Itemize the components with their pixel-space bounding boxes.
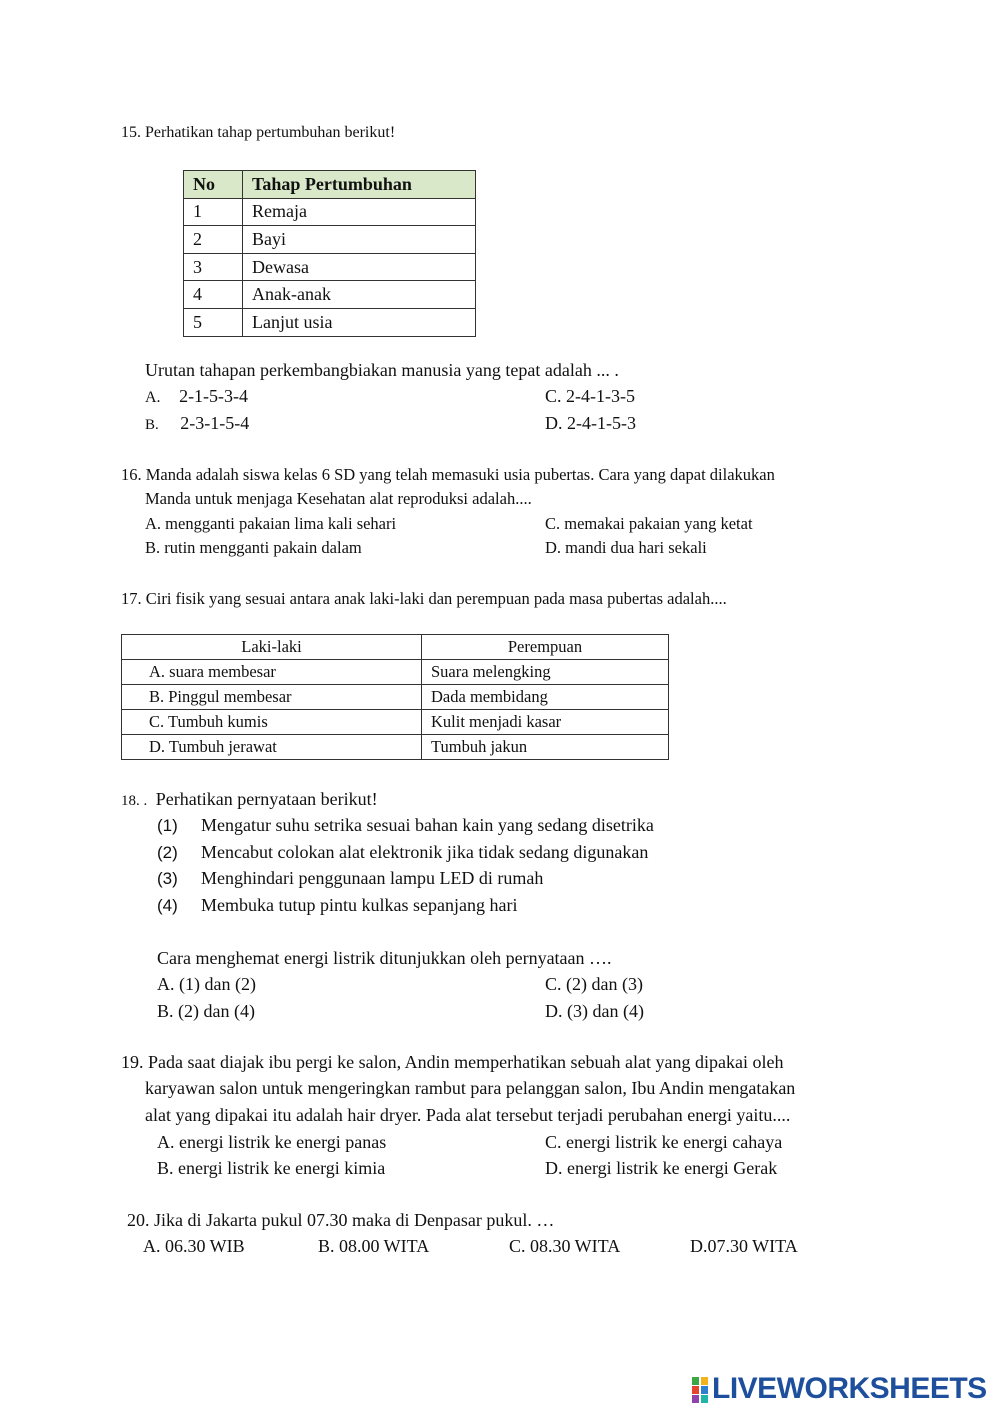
table-row[interactable] [122,660,669,685]
table-cell: Tumbuh jakun [422,735,669,760]
header-stage: Tahap Pertumbuhan [243,171,476,199]
header-female: Perempuan [422,635,669,660]
table-cell: Lanjut usia [243,308,476,336]
table-cell: Kulit menjadi kasar [422,710,669,735]
statement-number: (2) [157,843,178,862]
liveworksheets-logo [692,1372,987,1406]
table-cell: 1 [184,198,243,226]
q16-question-line1: 16. Manda adalah siswa kelas 6 SD yang telah memasuki usia pubertas. Cara yang dapat dilakukan [121,465,775,484]
q15-option-b[interactable] [145,413,249,434]
q18-number: 18. . [121,793,148,809]
q20-option-d[interactable]: D.07.30 WITA [690,1236,798,1256]
statement-number: (4) [157,896,178,915]
table-cell: Suara melengking [422,660,669,685]
list-item [157,895,518,916]
q17-prompt: 17. Ciri fisik yang sesuai antara anak laki-laki dan perempuan pada masa pubertas adalah.... [121,589,727,608]
q18-question: Cara menghemat energi listrik ditunjukkan oleh pernyataan …. [157,948,612,968]
q15-question: Urutan tahapan perkembangbiakan manusia yang tepat adalah ... . [145,360,619,380]
q20-option-a[interactable]: A. 06.30 WIB [143,1236,245,1256]
q18-option-a[interactable]: A. (1) dan (2) [157,974,256,994]
q16-question-line2: Manda untuk menjaga Kesehatan alat reproduksi adalah.... [145,489,532,508]
q16-option-c[interactable]: C. memakai pakaian yang ketat [545,514,753,533]
table-header-row [184,171,476,199]
q15-option-d[interactable]: D. 2-4-1-5-3 [545,413,636,433]
table-row [184,281,476,309]
table-cell: 3 [184,253,243,281]
list-item [157,842,649,863]
table-cell: Dewasa [243,253,476,281]
table-cell: 5 [184,308,243,336]
statement-text: Mencabut colokan alat elektronik jika tidak sedang digunakan [201,842,649,862]
table-row[interactable] [122,685,669,710]
q20-option-c[interactable]: C. 08.30 WITA [509,1236,621,1256]
statement-number: (3) [157,869,178,888]
q20-option-b[interactable]: B. 08.00 WITA [318,1236,430,1256]
header-no: No [184,171,243,199]
table-cell: 4 [184,281,243,309]
q18-option-b[interactable]: B. (2) dan (4) [157,1001,255,1021]
option-letter: A. [145,389,161,406]
q16-option-d[interactable]: D. mandi dua hari sekali [545,538,707,557]
q19-question-line1: 19. Pada saat diajak ibu pergi ke salon, Andin memperhatikan sebuah alat yang dipakai oleh [121,1052,784,1072]
option-letter: B. [145,417,159,433]
q19-question-line2: karyawan salon untuk mengeringkan rambut para pelanggan salon, Ibu Andin mengatakan [145,1078,796,1098]
q15-option-c[interactable]: C. 2-4-1-3-5 [545,386,635,406]
statement-text: Mengatur suhu setrika sesuai bahan kain yang sedang disetrika [201,815,654,835]
table-cell: B. Pinggul membesar [122,685,422,710]
option-text: 2-1-5-3-4 [179,386,249,406]
q18-header [121,789,378,810]
table-row [184,226,476,254]
liveworksheets-logo-text: LIVEWORKSHEETS [712,1372,987,1405]
table-cell: Dada membidang [422,685,669,710]
table-row[interactable] [122,710,669,735]
q19-question-line3: alat yang dipakai itu adalah hair dryer. Pada alat tersebut terjadi perubahan energi yaitu.... [145,1105,791,1125]
table-row [184,253,476,281]
q20-question: 20. Jika di Jakarta pukul 07.30 maka di Denpasar pukul. … [127,1210,555,1230]
table-cell: Anak-anak [243,281,476,309]
table-cell: 2 [184,226,243,254]
list-item [157,815,654,836]
list-item [157,868,544,889]
table-row[interactable] [122,735,669,760]
liveworksheets-logo-icon [692,1375,710,1403]
table-cell: A. suara membesar [122,660,422,685]
statement-number: (1) [157,816,178,835]
table-cell: Bayi [243,226,476,254]
q18-option-d[interactable]: D. (3) dan (4) [545,1001,644,1021]
table-cell: C. Tumbuh kumis [122,710,422,735]
q18-option-c[interactable]: C. (2) dan (3) [545,974,643,994]
header-male: Laki-laki [122,635,422,660]
table-row [184,198,476,226]
table-header-row [122,635,669,660]
statement-text: Menghindari penggunaan lampu LED di rumah [201,868,544,888]
q15-growth-table [183,170,476,337]
q17-options-table [121,634,669,760]
table-cell: Remaja [243,198,476,226]
option-text: 2-3-1-5-4 [180,413,250,433]
table-cell: D. Tumbuh jerawat [122,735,422,760]
table-row [184,308,476,336]
q16-option-a[interactable]: A. mengganti pakaian lima kali sehari [145,514,397,533]
q15-option-a[interactable] [145,386,248,407]
q19-option-d[interactable]: D. energi listrik ke energi Gerak [545,1158,778,1178]
q15-prompt: 15. Perhatikan tahap pertumbuhan berikut! [121,124,396,141]
q19-option-a[interactable]: A. energi listrik ke energi panas [157,1132,387,1152]
q19-option-c[interactable]: C. energi listrik ke energi cahaya [545,1132,783,1152]
statement-text: Membuka tutup pintu kulkas sepanjang hari [201,895,518,915]
q16-option-b[interactable]: B. rutin mengganti pakain dalam [145,538,362,557]
q18-prompt: Perhatikan pernyataan berikut! [155,789,378,809]
q19-option-b[interactable]: B. energi listrik ke energi kimia [157,1158,386,1178]
